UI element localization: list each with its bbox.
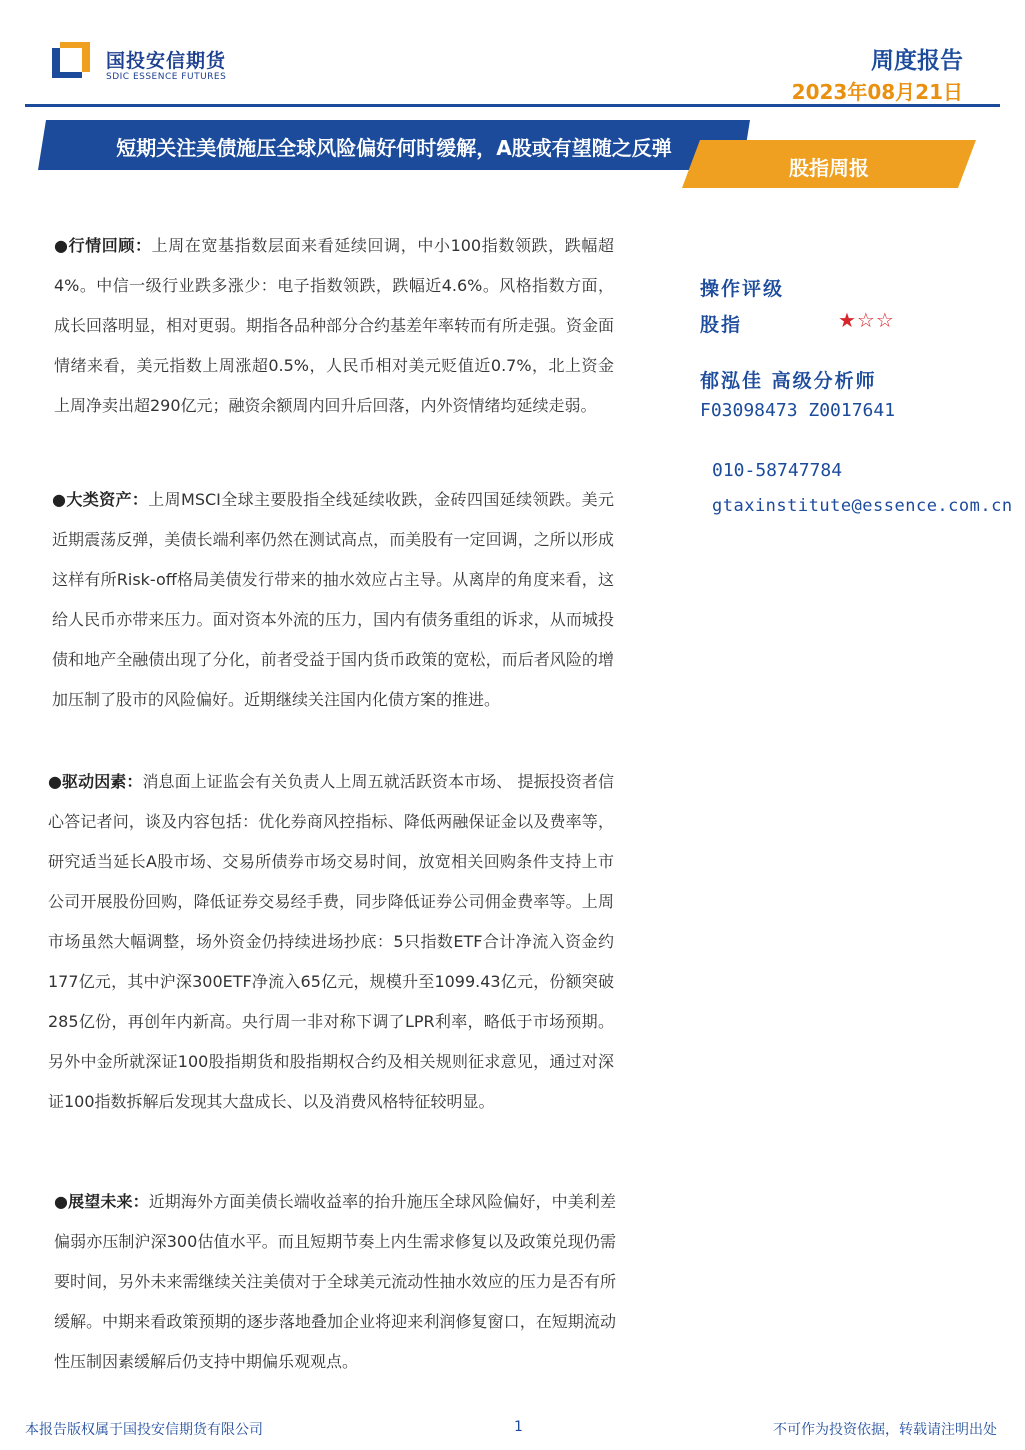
rating-label: 操作评级 <box>700 278 785 300</box>
analyst-certificates: F03098473 Z0017641 <box>700 400 896 421</box>
star-rating-icon: ★☆☆ <box>838 308 895 332</box>
analyst-name: 郁泓佳 高级分析师 <box>700 370 877 392</box>
section-heading: 大类资产： <box>66 490 149 509</box>
section-text: 近期海外方面美债长端收益率的抬升施压全球风险偏好，中美利差偏弱亦压制沪深300估值水平。而且短期节奏上内生需求修复以及政策兑现仍需要时间，另外未来需继续关注美债对于全球美元流动性抽水效应的压力是否有所缓解。中期来看政策预期的逐步落地叠加企业将迎来利润修复窗口，在短期流动性压制因素缓解后仍支持中期偏乐观观点。 <box>54 1192 616 1371</box>
section-text: 上周在宽基指数层面来看延续回调，中小100指数领跌，跌幅超4%。中信一级行业跌多涨少：电子指数领跌，跌幅近4.6%。风格指数方面，成长回落明显，相对更弱。期指各品种部分合约基差年率转而有所走强。资金面情绪来看，美元指数上周涨超0.5%，人民币相对美元贬值近0.7%，北上资金上周净卖出超290亿元；融资余额周内回升后回落，内外资情绪均延续走弱。 <box>54 236 615 415</box>
bullet-marker: ● <box>54 1192 69 1211</box>
bullet-marker: ● <box>48 772 63 791</box>
footer-copyright: 本报告版权属于国投安信期货有限公司 <box>25 1422 263 1438</box>
section-drivers <box>48 762 614 1122</box>
section-market-review <box>54 226 614 426</box>
logo-chinese-name: 国投安信期货 <box>106 50 227 72</box>
contact-email[interactable]: gtaxinstitute@essence.com.cn <box>712 496 1013 516</box>
section-outlook <box>54 1182 616 1382</box>
section-heading: 展望未来： <box>68 1192 149 1211</box>
contact-phone: 010-58747784 <box>712 460 843 481</box>
header-divider <box>25 104 1000 107</box>
page-number: 1 <box>514 1419 523 1435</box>
section-heading: 行情回顾： <box>68 236 152 255</box>
rating-item-label: 股指 <box>700 314 743 336</box>
report-type: 周度报告 <box>871 48 963 74</box>
bullet-marker: ● <box>52 490 67 509</box>
company-logo <box>52 40 232 86</box>
report-title: 短期关注美债施压全球风险偏好何时缓解，A股或有望随之反弹 <box>116 136 672 160</box>
category-tag-label: 股指周报 <box>789 156 869 180</box>
title-banner <box>38 120 750 170</box>
section-text: 上周MSCI全球主要股指全线延续收跌，金砖四国延续领跌。美元近期震荡反弹，美债长端利率仍然在测试高点，而美股有一定回调，之所以形成这样有所Risk-off格局美债发行带来的抽水效应占主导。从离岸的角度来看，这给人民币亦带来压力。面对资本外流的压力，国内有债务重组的诉求，从而城投债和地产全融债出现了分化，前者受益于国内货币政策的宽松，而后者风险的增加压制了股市的风险偏好。近期继续关注国内化债方案的推进。 <box>52 490 614 709</box>
footer-disclaimer: 不可作为投资依据，转载请注明出处 <box>773 1422 997 1438</box>
report-date: 2023年08月21日 <box>791 80 963 104</box>
bullet-marker: ● <box>54 236 69 255</box>
section-major-assets <box>52 480 614 720</box>
section-text: 消息面上证监会有关负责人上周五就活跃资本市场、 提振投资者信心答记者问，谈及内容包括：优化券商风控指标、降低两融保证金以及费率等，研究适当延长A股市场、交易所债券市场交易时间，放宽相关回购条件支持上市公司开展股份回购，降低证券交易经手费，同步降低证券公司佣金费率等。上周市场虽然大幅调整，场外资金仍持续进场抄底：5只指数ETF合计净流入资金约177亿元，其中沪深300ETF净流入65亿元，规模升至1099.43亿元，份额突破285亿份，再创年内新高。央行周一非对称下调了LPR利率，略低于市场预期。另外中金所就深证100股指期货和股指期权合约及相关规则征求意见，通过对深证100指数拆解后发现其大盘成长、以及消费风格特征较明显。 <box>48 772 614 1111</box>
category-tag <box>682 140 976 188</box>
section-heading: 驱动因素： <box>62 772 143 791</box>
logo-mark-icon <box>52 42 96 86</box>
logo-english-name: SDIC ESSENCE FUTURES <box>106 72 227 82</box>
